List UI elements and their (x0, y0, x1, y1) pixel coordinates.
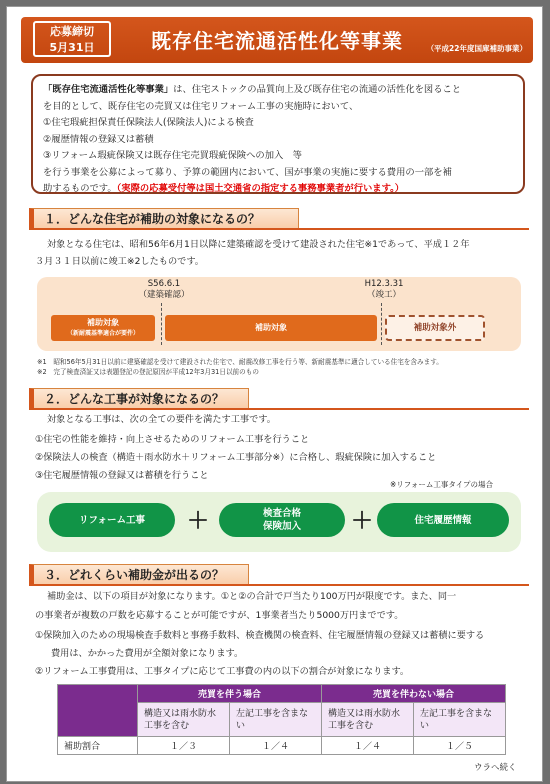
timeline-mark-h12-label: （竣工） (366, 290, 401, 300)
note-2: ※2 完了検査済証又は表題登記の登記原因が平成12年3月31日以前のもの (37, 368, 259, 376)
section2-rule (29, 408, 529, 410)
deadline-label: 応募締切 (50, 25, 94, 38)
continue-note: ウラへ続く (474, 763, 517, 773)
page-subtitle: （平成22年度国庫補助事業） (426, 44, 527, 53)
timeline-mark-s56 (129, 279, 199, 301)
section3-rule (29, 584, 529, 586)
intro-box (31, 74, 525, 194)
intro-line1: は、住宅ストックの品質向上及び既存住宅の流通の活性化を図ること (173, 84, 462, 95)
deadline-badge (33, 21, 111, 57)
plus-sign-1: ＋ (187, 509, 210, 534)
subsidy-rate-table (57, 684, 506, 755)
deadline-date: 5月31日 (49, 41, 95, 54)
timeline-bar-eligible: 補助対象 (165, 315, 377, 341)
eligibility-timeline (37, 277, 521, 351)
table-cell-rate: １／４ (230, 737, 322, 755)
oval-inspection-insurance (219, 503, 345, 537)
intro-item2: ②履歴情報の登録又は蓄積 (43, 133, 154, 145)
timeline-mark-s56-date: S56.6.1 (147, 279, 181, 289)
oval-inspection-label: 検査合格 (262, 508, 301, 519)
table-corner (58, 685, 138, 737)
table-group-with-sale: 売買を伴う場合 (138, 685, 322, 703)
section1-rule (29, 228, 529, 230)
timeline-mark-h12-date: H12.3.31 (364, 279, 404, 289)
timeline-divider-s56 (161, 303, 162, 345)
intro-item3: ③リフォーム瑕疵保険又は既存住宅売買瑕疵保険への加入 等 (43, 150, 302, 161)
table-col-structural-nosale: 構造又は雨水防水工事を含む (322, 703, 414, 737)
page-title: 既存住宅流通活性化等事業 (151, 29, 403, 53)
flyer-page (6, 6, 543, 782)
intro-note-red: （実際の応募受付等は国土交通省の指定する事務事業者が行います。） (116, 183, 405, 194)
timeline-divider-h12 (381, 303, 382, 345)
table-row-label: 補助割合 (58, 737, 138, 755)
section2-heading: ２．どんな工事が対象になるの？ (29, 388, 249, 410)
timeline-bar-ineligible: 補助対象外 (385, 315, 485, 341)
timeline-mark-h12 (349, 279, 419, 301)
oval-housing-history: 住宅履歴情報 (377, 503, 509, 537)
section1-heading: １．どんな住宅が補助の対象になるの？ (29, 208, 299, 230)
bar-eligible-old-condition: （新耐震基準適合が要件） (66, 330, 139, 337)
subsidy-item2: ②リフォーム工事費用は、工事タイプに応じて工事費の内の以下の割合が対象になります。 (35, 666, 410, 677)
table-row (58, 737, 506, 755)
table-cell-rate: １／５ (414, 737, 506, 755)
plus-sign-2: ＋ (351, 509, 374, 534)
section1-text2: ３月３１日以前に竣工※2したものです。 (35, 256, 204, 267)
title-bar (21, 17, 533, 63)
table-cell-rate: １／４ (322, 737, 414, 755)
subsidy-item1a: ①保険加入のための現場検査手数料と事務手数料、検査機関の検査料、住宅履歴情報の登録又は蓄積に要する (35, 630, 485, 641)
timeline-bar-eligible-old (51, 315, 155, 341)
note-1: ※1 昭和56年5月31日以前に建築確認を受けて建設された住宅で、耐震改修工事を行う等、新耐震基準に適合している住宅を含みます。 (37, 358, 443, 366)
bar-eligible-old-label: 補助対象 (87, 318, 119, 327)
intro-line7: 助するものです。 (43, 183, 117, 194)
section1-text1: 対象となる住宅は、昭和56年6月1日以降に建築確認を受けて建設された住宅※1であって、平成１２年 (47, 239, 470, 250)
intro-line2: を目的として、既存住宅の売買又は住宅リフォーム工事の実施時において、 (43, 100, 359, 112)
intro-program-name: 「既存住宅流通活性化等事業」 (43, 84, 174, 95)
requirement-3: ③住宅履歴情報の登録又は蓄積を行うこと (35, 470, 209, 481)
table-cell-rate: １／３ (138, 737, 230, 755)
table-col-other-sale: 左記工事を含まない (230, 703, 322, 737)
section3-heading: ３．どれくらい補助金が出るの？ (29, 564, 249, 586)
subsidy-item1b: 費用は、かかった費用が全額対象になります。 (51, 648, 244, 659)
intro-item1: ①住宅瑕疵担保責任保険法人(保険法人)による検査 (43, 117, 254, 128)
requirement-1: ①住宅の性能を維持・向上させるためのリフォーム工事を行うこと (35, 434, 310, 445)
section3-text2: の事業者が複数の戸数を応募することが可能ですが、1事業者当たり5000万円までです。 (35, 610, 404, 621)
requirement-2: ②保険法人の検査（構造＋雨水防水＋リフォーム工事部分※）に合格し、瑕疵保険に加入すること (35, 452, 437, 463)
section2-text: 対象となる工事は、次の全ての要件を満たす工事です。 (47, 414, 276, 425)
table-col-structural-sale: 構造又は雨水防水工事を含む (138, 703, 230, 737)
section3-text1: 補助金は、以下の項目が対象になります。①と②の合計で戸当たり100万円が限度です。また、同一 (47, 591, 457, 602)
table-group-without-sale: 売買を伴わない場合 (322, 685, 506, 703)
requirements-diagram (37, 492, 521, 552)
oval-reform-work: リフォーム工事 (49, 503, 175, 537)
requirement-note: ※リフォーム工事タイプの場合 (390, 480, 494, 489)
oval-insurance-label: 保険加入 (262, 521, 301, 532)
table-col-other-nosale: 左記工事を含まない (414, 703, 506, 737)
intro-line6: を行う事業を公募によって募り、予算の範囲内において、国が事業の実施に要する費用の一部を補 (43, 166, 452, 178)
timeline-mark-s56-label: （建築確認） (138, 290, 190, 300)
